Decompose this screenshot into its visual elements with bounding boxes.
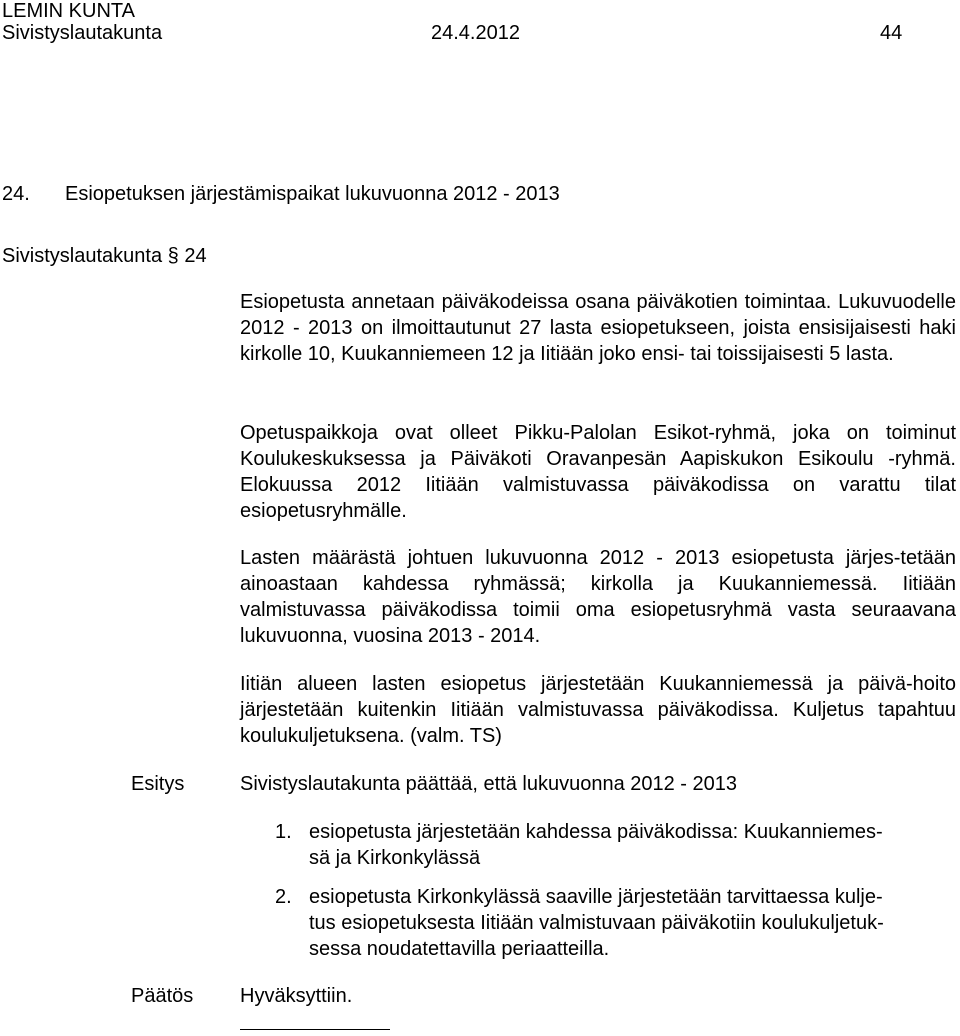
signature-rule xyxy=(240,1029,390,1030)
paragraph-1 xyxy=(240,289,956,367)
decision-label: Päätös xyxy=(131,985,194,1007)
board-reference: Sivistyslautakunta § 24 xyxy=(2,245,207,267)
proposal-item-number: 1. xyxy=(275,821,292,843)
paragraph-3 xyxy=(240,545,956,649)
paragraph-text: Opetuspaikkoja ovat olleet Pikku-Palolan Esikot-ryhmä, joka on toiminut Koulukeskuksessa ja Päiväkoti Oravanpesän Aapiskukon Esikoulu -ryhmä. Elokuussa 2012 Iitiään valmistuvassa päiväkodissa on varattu tilat esiopetusryhmälle. xyxy=(240,422,956,522)
proposal-label: Esitys xyxy=(131,773,185,795)
proposal-item-line: tus esiopetuksesta Iitiään valmistuvaan päiväkotiin koulukuljetuk- xyxy=(309,912,884,934)
paragraph-4 xyxy=(240,671,956,749)
proposal-item-line: esiopetusta Kirkonkylässä saaville järjestetään tarvittaessa kulje- xyxy=(309,886,883,908)
proposal-item-line: sä ja Kirkonkylässä xyxy=(309,847,481,869)
proposal-item-line: esiopetusta järjestetään kahdessa päiväkodissa: Kuukanniemes- xyxy=(309,821,883,843)
board-name: Sivistyslautakunta xyxy=(2,22,163,44)
proposal-intro: Sivistyslautakunta päättää, että lukuvuonna 2012 - 2013 xyxy=(240,773,738,795)
paragraph-text: Iitiän alueen lasten esiopetus järjestetään Kuukanniemessä ja päivä-hoito järjestetään kuitenkin Iitiään valmistuvassa päiväkodissa. Kuljetus tapahtuu koulukuljetuksena. (valm. TS) xyxy=(240,673,956,747)
meeting-date: 24.4.2012 xyxy=(431,22,520,44)
municipality-name: LEMIN KUNTA xyxy=(2,0,135,22)
paragraph-text: Esiopetusta annetaan päiväkodeissa osana päiväkotien toimintaa. Lukuvuodelle 2012 - 2013 on ilmoittautunut 27 lasta esiopetukseen, joista ensisijaisesti haki kirkolle 10, Kuukanniemeen 12 ja Iitiään joko ensi- tai toissijaisesti 5 lasta. xyxy=(240,291,956,365)
section-title: Esiopetuksen järjestämispaikat lukuvuonna 2012 - 2013 xyxy=(65,183,560,205)
proposal-item-line: sessa noudatettavilla periaatteilla. xyxy=(309,938,610,960)
section-number: 24. xyxy=(2,183,30,205)
decision-text: Hyväksyttiin. xyxy=(240,985,353,1007)
page-number: 44 xyxy=(880,22,903,44)
paragraph-2 xyxy=(240,420,956,524)
proposal-item-number: 2. xyxy=(275,886,292,908)
paragraph-text: Lasten määrästä johtuen lukuvuonna 2012 - 2013 esiopetusta järjes-tetään ainoastaan kahdessa ryhmässä; kirkolla ja Kuukanniemessä. Iitiään valmistuvassa päiväkodissa toimii oma esiopetusryhmä vasta seuraavana lukuvuonna, vuosina 2013 - 2014. xyxy=(240,547,956,647)
